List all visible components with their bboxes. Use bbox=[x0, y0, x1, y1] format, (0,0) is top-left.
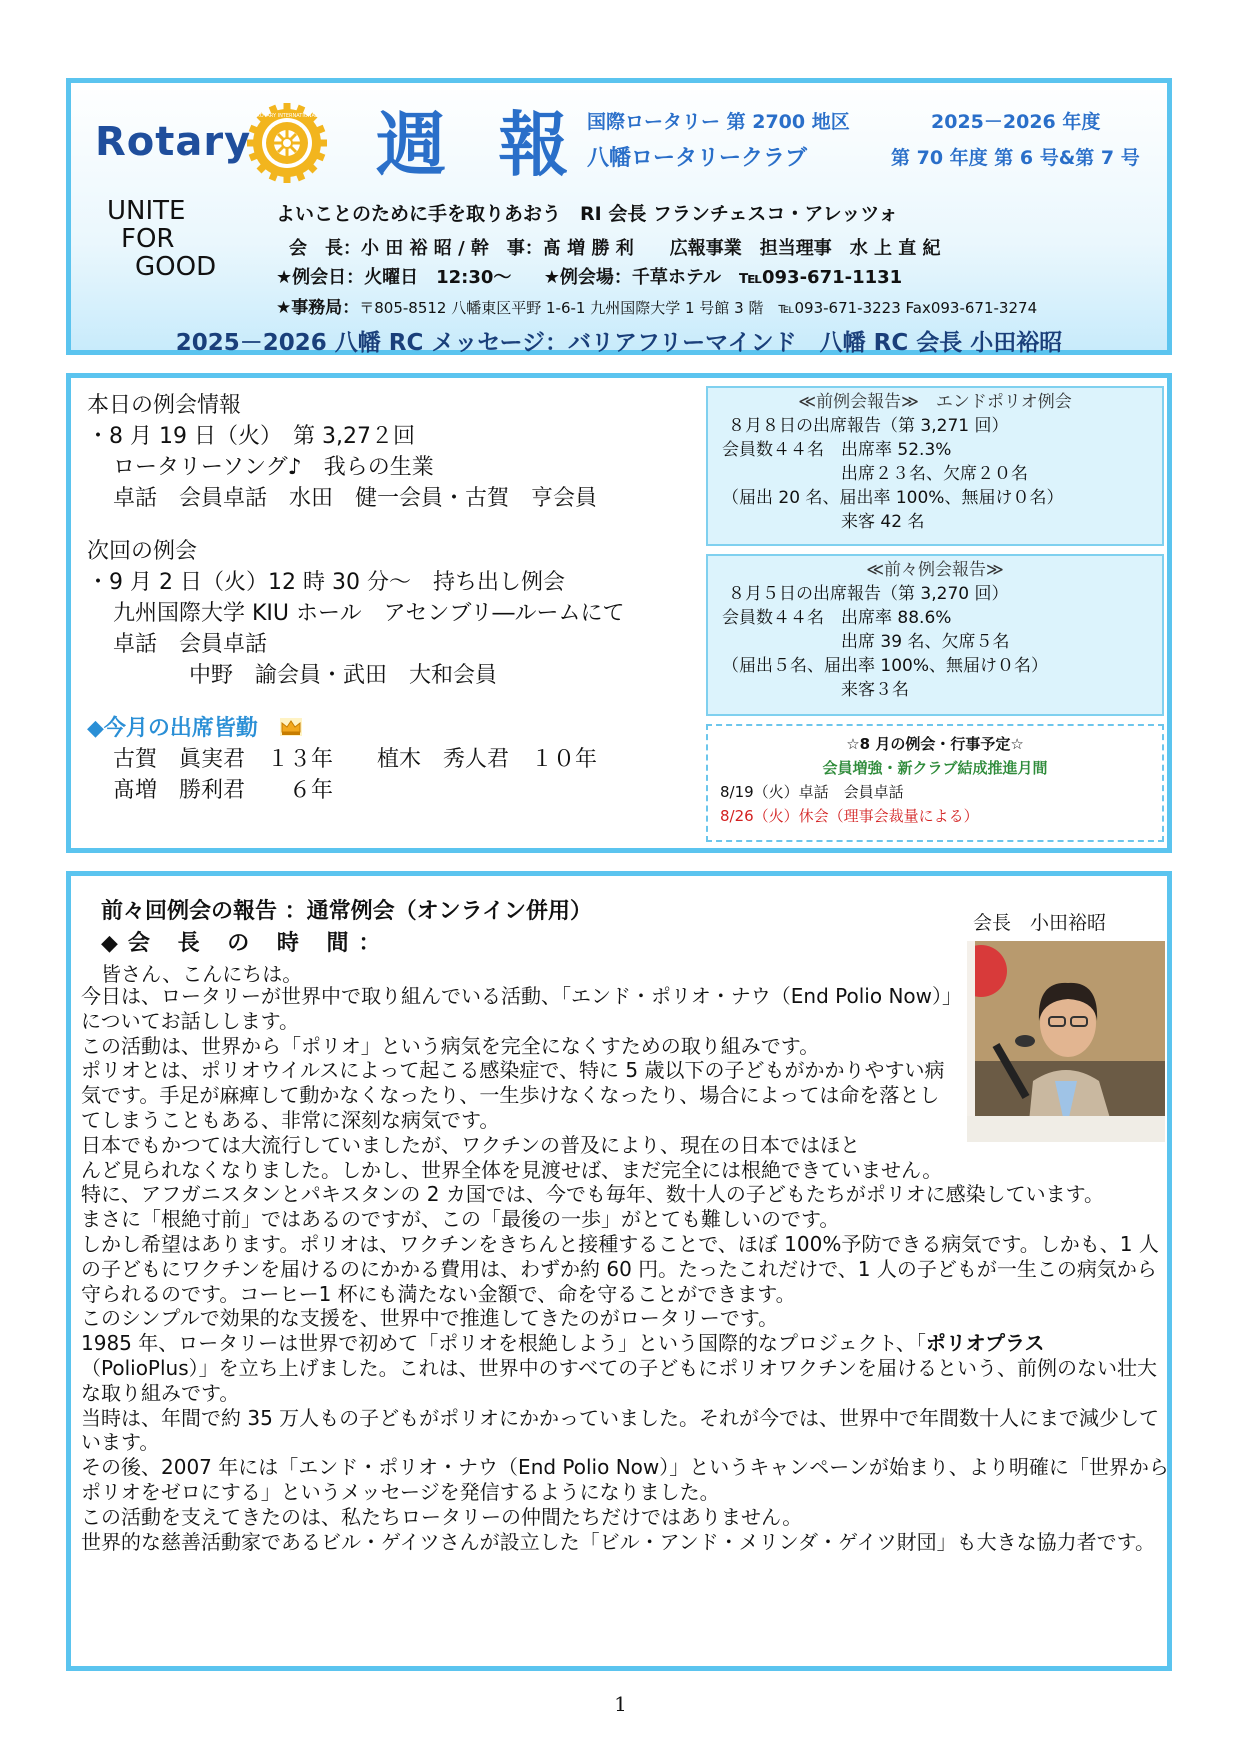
report-line: （届出５名、届出率 100%、無届け０名） bbox=[722, 656, 1049, 676]
schedule-item: 8/26（火）休会（理事会裁量による） bbox=[720, 807, 979, 825]
article-greeting: 皆さん、こんにちは。 bbox=[101, 962, 303, 986]
club-message: 2025－2026 八幡 RC メッセージ：バリアフリーマインド 八幡 RC 会長 小田裕昭 bbox=[175, 330, 1063, 356]
paragraph: このシンプルで効果的な支援を、世界中で推進してきたのがロータリーです。 bbox=[81, 1306, 779, 1331]
today-speech: 卓話 会員卓話 水田 健一会員・古賀 亨会員 bbox=[113, 486, 598, 511]
logo-ring-text: ROTARY INTERNATIONAL bbox=[256, 113, 318, 119]
attendance-row-1: 古賀 眞実君 １３年 植木 秀人君 １０年 bbox=[113, 747, 598, 772]
today-title: 本日の例会情報 bbox=[87, 393, 242, 418]
unite-for-good-logo bbox=[107, 197, 216, 281]
paragraph: 世界的な慈善活動家であるビル・ゲイツさんが設立した「ビル・アンド・メリンダ・ゲイツ財団」も大きな協力者です。 bbox=[81, 1529, 1155, 1554]
schedule-title: ☆8 月の例会・行事予定☆ bbox=[846, 735, 1024, 753]
meeting-info-panel bbox=[66, 373, 1172, 853]
previous-meeting-report bbox=[706, 386, 1164, 546]
article-title: 前々回例会の報告 ：通常例会（オンライン併用） bbox=[101, 899, 593, 924]
paragraph: まさに「根絶寸前」ではあるのですが、この「最後の一歩」がとても難しいのです。 bbox=[81, 1207, 840, 1232]
article-subtitle: ◆会 長 の 時 間： bbox=[101, 931, 391, 956]
next-speech: 卓話 会員卓話 bbox=[113, 632, 268, 657]
today-date: ・8 月 19 日（火） 第 3,27２回 bbox=[87, 424, 415, 449]
attendance-row-2: 髙増 勝利君 ６年 bbox=[113, 778, 334, 803]
report-line: ８月８日の出席報告（第 3,271 回） bbox=[728, 416, 1009, 436]
paragraph: その後、2007 年には「エンド・ポリオ・ナウ（End Polio Now）」というキャンペーンが始まり、より明確に「世界からポリオをゼロにする」というメッセージを発信するようになりました。 bbox=[81, 1455, 1169, 1504]
paragraph: ポリオとは、ポリオウイルスによって起こる感染症で、特に 5 歳以下の子どもがかかりやすい病気です。手足が麻痺して動かなくなったり、一生歩けなくなったり、場合によっては命を落としてしまうこともある、非常に深刻な病気です。 bbox=[81, 1058, 945, 1132]
office-info bbox=[276, 293, 1037, 318]
fiscal-year: 2025－2026 年度 bbox=[931, 111, 1101, 133]
district: 国際ロータリー 第 2700 地区 bbox=[587, 111, 850, 133]
officers: 会 長：小 田 裕 昭 / 幹 事：髙 増 勝 利 広報事業 担当理事 水 上 直 紀 bbox=[289, 238, 941, 259]
attendance-heading bbox=[87, 713, 624, 744]
next-speakers: 中野 諭会員・武田 大和会員 bbox=[189, 663, 498, 688]
office-label: ★事務局： bbox=[276, 298, 360, 318]
schedule-item: 8/19（火）卓話 会員卓話 bbox=[720, 783, 904, 801]
paragraph: この活動を支えてきたのは、私たちロータリーの仲間たちだけではありません。 bbox=[81, 1504, 803, 1529]
masthead bbox=[66, 78, 1172, 355]
text-run: （PolioPlus）」を立ち上げました。これは、世界中のすべての子どもにポリオワクチンを届けるという、前例のない壮大な取り組みです。 bbox=[81, 1355, 1158, 1405]
newsletter-title: 週 報 bbox=[376, 104, 583, 186]
attendance-title: ◆今月の出席皆勤 bbox=[87, 716, 258, 741]
ri-slogan: よいことのために手を取りあおう RI 会長 フランチェスコ・アレッツォ bbox=[276, 203, 898, 225]
report-line: 出席２３名、欠席２０名 bbox=[841, 464, 1028, 484]
meeting-day: ★例会日：火曜日 12:30～ bbox=[276, 267, 512, 288]
meeting-info bbox=[276, 263, 902, 289]
paragraph: この活動は、世界から「ポリオ」という病気を完全になくすための取り組みです。 bbox=[81, 1033, 820, 1058]
report-line: 出席 39 名、欠席５名 bbox=[841, 632, 1010, 652]
paragraph: 日本でもかつては大流行していましたが、ワクチンの普及により、現在の日本ではほと bbox=[81, 1132, 860, 1157]
before-previous-meeting-report bbox=[706, 554, 1164, 716]
monthly-schedule bbox=[706, 724, 1164, 842]
schedule-theme: 会員増強・新クラブ結成推進月間 bbox=[822, 759, 1048, 777]
page-number: 1 bbox=[614, 1692, 627, 1716]
next-date: ・9 月 2 日（火）12 時 30 分～ 持ち出し例会 bbox=[87, 570, 565, 595]
report-line: 来客 42 名 bbox=[841, 512, 925, 532]
photo-caption: 会長 小田裕昭 bbox=[973, 912, 1107, 934]
paragraph: しかし希望はあります。ポリオは、ワクチンをきちんと接種することで、ほぼ 100%予防できる病気です。しかも、1 人の子どもにワクチンを届けるのにかかる費用は、わずか約 60 円。たったこれだけで、1 人の子どもが一生この病気から守られるのです。コーヒー1 杯にも満たない金額で、命を守ることができます。 bbox=[81, 1231, 1159, 1306]
report-title: ≪前例会報告≫ エンドポリオ例会 bbox=[798, 392, 1072, 412]
paragraph: んど見られなくなりました。しかし、世界全体を見渡せば、まだ完全には根絶できていません。 bbox=[81, 1157, 943, 1182]
report-line: ８月５日の出席報告（第 3,270 回） bbox=[728, 584, 1009, 604]
paragraph: 特に、アフガニスタンとパキスタンの 2 カ国では、今でも毎年、数十人の子どもたちがポリオに感染しています。 bbox=[81, 1182, 1105, 1207]
rotary-wheel-logo bbox=[247, 103, 327, 183]
report-line: 会員数４４名 出席率 52.3% bbox=[722, 440, 952, 460]
paragraph bbox=[81, 1331, 1171, 1405]
unite-line-1: UNITE bbox=[107, 196, 186, 226]
paragraph: 当時は、年間で約 35 万人もの子どもがポリオにかかっていました。それが今では、世界中で年間数十人にまで減少しています。 bbox=[81, 1405, 1159, 1455]
report-line: 会員数４４名 出席率 88.6% bbox=[722, 608, 952, 628]
report-line: 来客３名 bbox=[841, 680, 909, 700]
article-body bbox=[81, 984, 1171, 1554]
crown-icon bbox=[279, 717, 303, 737]
polioplus-emphasis: ポリオプラス bbox=[925, 1331, 1045, 1356]
paragraph: 今日は、ロータリーが世界中で取り組んでいる活動、「エンド・ポリオ・ナウ（End Polio Now）」についてお話しします。 bbox=[81, 984, 953, 1033]
rotary-wordmark: Rotary bbox=[95, 119, 252, 165]
next-title: 次回の例会 bbox=[87, 539, 198, 564]
meeting-place: ★例会場：千草ホテル ℡093-671-1131 bbox=[543, 267, 903, 288]
next-venue: 九州国際大学 KIU ホール アセンブリ―ルームにて bbox=[113, 601, 625, 626]
meeting-schedule-column bbox=[87, 390, 624, 806]
text-run: 1985 年、ロータリーは世界で初めて「ポリオを根絶しよう」という国際的なプロジェクト、「 bbox=[81, 1331, 926, 1356]
report-title: ≪前々例会報告≫ bbox=[866, 560, 1004, 580]
office-detail: 〒805-8512 八幡東区平野 1-6-1 九州国際大学 1 号館 3 階 ℡093-671-3223 Fax093-671-3274 bbox=[359, 299, 1038, 317]
issue-number: 第 70 年度 第 6 号&第 7 号 bbox=[891, 147, 1140, 169]
today-song: ロータリーソング♪ 我らの生業 bbox=[113, 455, 434, 480]
unite-line-2: FOR bbox=[121, 224, 175, 254]
unite-line-3: GOOD bbox=[135, 252, 217, 282]
report-line: （届出 20 名、届出率 100%、無届け０名） bbox=[722, 488, 1064, 508]
club-name: 八幡ロータリークラブ bbox=[587, 146, 808, 171]
article-panel bbox=[66, 871, 1172, 1671]
